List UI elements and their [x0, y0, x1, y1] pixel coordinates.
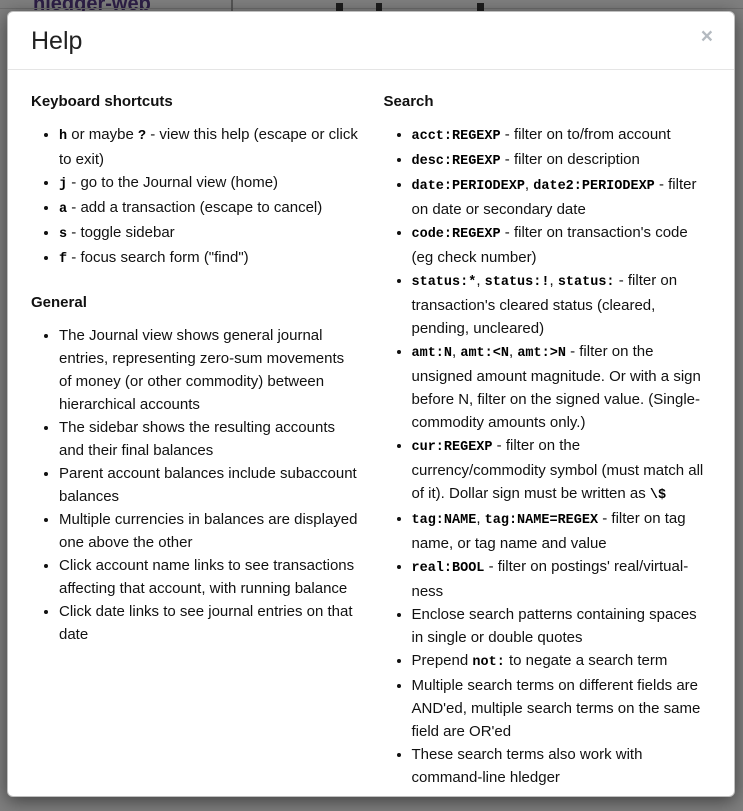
- code-term: amt:>N: [517, 346, 566, 361]
- code-term: j: [59, 177, 68, 192]
- code-term: date2:PERIODEXP: [533, 179, 655, 194]
- list-item: • amt:N, amt:<N, amt:>N - filter on the unsigned amount magnitude. Or with a sign before N, filter on the signed value. (Single-commodity amounts only.): [412, 340, 712, 434]
- code-term: amt:N: [411, 346, 453, 361]
- code-term: not:: [472, 655, 505, 670]
- list-item: • Click account name links to see transactions affecting that account, with running balance: [59, 554, 361, 600]
- list-item: • The Journal view shows general journal entries, representing zero-sum movements of money (or other commodity) between hierarchical accounts: [59, 324, 361, 416]
- code-term: a: [59, 202, 68, 217]
- code-term: status:!: [484, 275, 550, 290]
- section-heading: Keyboard shortcuts: [31, 93, 173, 110]
- list-item: • Multiple search terms on different fields are AND'ed, multiple search terms on the same field are OR'ed: [412, 674, 712, 743]
- list-item: • These search terms also work with command-line hledger: [412, 743, 712, 789]
- code-term: desc:REGEXP: [411, 154, 501, 169]
- list-item: • status:*, status:!, status: - filter on transaction's cleared status (cleared, pending, uncleared): [412, 269, 712, 340]
- section-list: [31, 123, 361, 271]
- code-term: f: [59, 252, 68, 267]
- code-term: status:: [557, 275, 615, 290]
- list-item: • code:REGEXP - filter on transaction's code (eg check number): [412, 221, 712, 269]
- close-icon[interactable]: ×: [700, 25, 713, 48]
- list-item: • f - focus search form ("find"): [59, 246, 361, 271]
- list-item: • Enclose search patterns containing spaces in single or double quotes: [412, 603, 712, 649]
- code-term: s: [59, 227, 68, 242]
- section-list: [31, 324, 361, 646]
- list-item: • tag:NAME, tag:NAME=REGEX - filter on tag name, or tag name and value: [412, 507, 712, 555]
- code-term: cur:REGEXP: [411, 440, 493, 455]
- list-item: • Click date links to see journal entries on that date: [59, 600, 361, 646]
- list-item: • The sidebar shows the resulting accounts and their final balances: [59, 416, 361, 462]
- modal-header: [8, 12, 734, 70]
- section-list: [384, 123, 712, 789]
- code-term: tag:NAME: [411, 513, 477, 528]
- code-term: h: [59, 129, 68, 144]
- code-term: acct:REGEXP: [411, 129, 501, 144]
- code-term: tag:NAME=REGEX: [484, 513, 599, 528]
- section-heading: General: [31, 294, 87, 311]
- list-item: • Multiple currencies in balances are displayed one above the other: [59, 508, 361, 554]
- modal-body: [8, 70, 734, 797]
- list-item: • a - add a transaction (escape to cancel): [59, 196, 361, 221]
- modal-column-right: [384, 90, 712, 797]
- list-item: • date:PERIODEXP, date2:PERIODEXP - filter on date or secondary date: [412, 173, 712, 221]
- list-item: • h or maybe ? - view this help (escape or click to exit): [59, 123, 361, 171]
- code-term: status:*: [411, 275, 477, 290]
- code-term: \$: [649, 488, 667, 503]
- list-item: • desc:REGEXP - filter on description: [412, 148, 712, 173]
- list-item: • Prepend not: to negate a search term: [412, 649, 712, 674]
- list-item: • cur:REGEXP - filter on the currency/commodity symbol (must match all of it). Dollar sign must be written as \$: [412, 434, 712, 507]
- section-heading: Search: [383, 93, 434, 110]
- list-item: • j - go to the Journal view (home): [59, 171, 361, 196]
- help-modal: [7, 11, 735, 797]
- code-term: ?: [137, 129, 147, 144]
- list-item: • Parent account balances include subaccount balances: [59, 462, 361, 508]
- code-term: date:PERIODEXP: [411, 179, 525, 194]
- modal-title: Help: [31, 27, 83, 55]
- code-term: amt:<N: [460, 346, 509, 361]
- code-term: real:BOOL: [411, 561, 485, 576]
- list-item: • real:BOOL - filter on postings' real/virtual-ness: [412, 555, 712, 603]
- list-item: • s - toggle sidebar: [59, 221, 361, 246]
- list-item: • acct:REGEXP - filter on to/from account: [412, 123, 712, 148]
- code-term: code:REGEXP: [411, 227, 501, 242]
- modal-column-left: [31, 90, 361, 797]
